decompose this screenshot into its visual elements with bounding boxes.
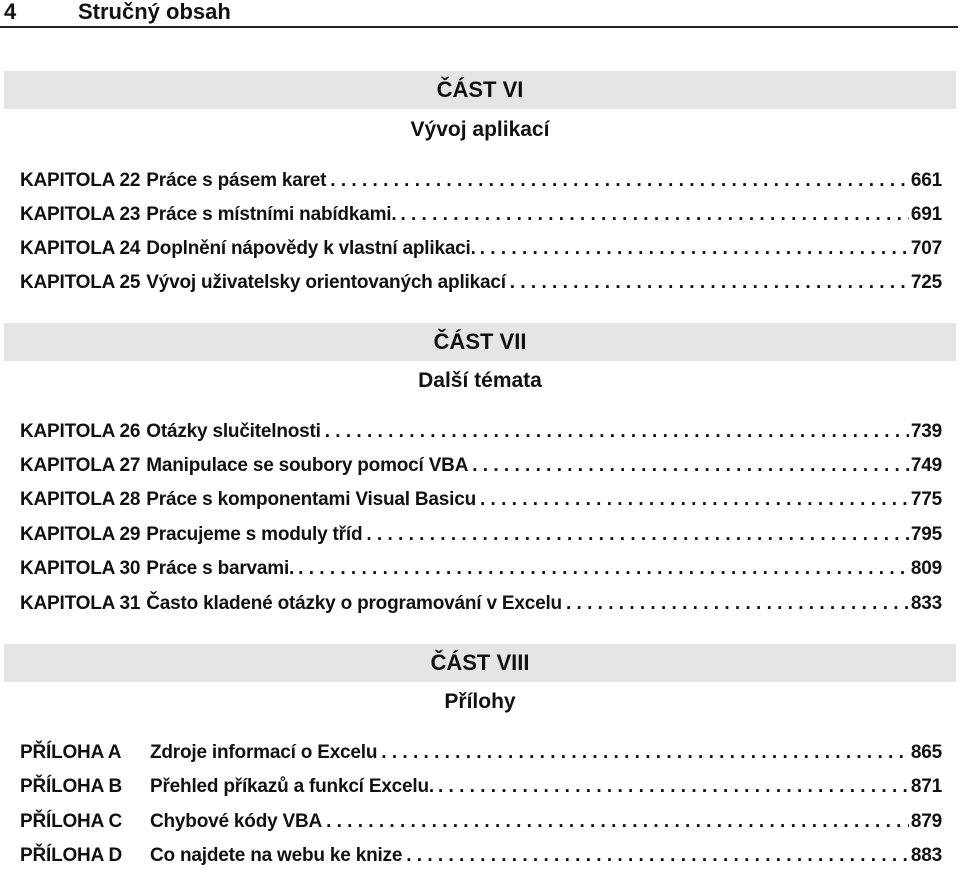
- toc-entry-title: Pracujeme s moduly tříd: [146, 524, 363, 545]
- toc-entry-page: 707: [910, 238, 942, 259]
- toc-entry-label: KAPITOLA 22: [20, 170, 141, 191]
- running-title: Stručný obsah: [78, 0, 231, 24]
- toc-leader-dots: [298, 556, 909, 582]
- toc-entry-label: KAPITOLA 24: [20, 238, 141, 259]
- toc-entry-title: Často kladené otázky o programování v Excelu: [146, 593, 562, 614]
- page-header: [0, 0, 958, 28]
- toc-entry-kapitola-31[interactable]: [20, 591, 942, 617]
- toc-entry-page: 725: [910, 272, 942, 293]
- toc-entry-kapitola-26[interactable]: [20, 419, 942, 445]
- toc-leader-dots: [366, 522, 909, 548]
- toc-entry-title: Zdroje informací o Excelu: [150, 742, 378, 763]
- toc-entry-page: 833: [910, 593, 942, 614]
- toc-entry-title: Chybové kódy VBA: [150, 811, 323, 832]
- toc-leader-dots: [325, 419, 909, 445]
- toc-entry-title: Co najdete na webu ke knize: [150, 845, 403, 866]
- toc-entry-page: 739: [910, 421, 942, 442]
- toc-entry-priloha-c[interactable]: [20, 809, 942, 835]
- toc-entry-page: 865: [910, 742, 942, 763]
- toc-entry-page: 809: [910, 558, 942, 579]
- part-title-vi: Vývoj aplikací: [410, 118, 550, 141]
- toc-entry-title: Doplnění nápovědy k vlastní aplikaci.: [146, 238, 476, 259]
- toc-leader-dots: [480, 487, 909, 513]
- toc-entry-title: Přehled příkazů a funkcí Excelu.: [150, 776, 434, 797]
- toc-entry-page: 691: [910, 204, 942, 225]
- toc-entry-kapitola-24[interactable]: [20, 236, 942, 262]
- part-title-viii: Přílohy: [444, 690, 516, 713]
- toc-entry-title: Manipulace se soubory pomocí VBA: [146, 455, 469, 476]
- toc-entry-title: Vývoj uživatelsky orientovaných aplikací: [146, 272, 506, 293]
- toc-leader-dots: [510, 270, 909, 296]
- toc-entry-label: KAPITOLA 25: [20, 272, 141, 293]
- toc-entry-kapitola-29[interactable]: [20, 522, 942, 548]
- toc-entry-page: 795: [910, 524, 942, 545]
- toc-leader-dots: [566, 591, 909, 617]
- toc-entry-label: PŘÍLOHA D: [20, 845, 122, 866]
- toc-entry-kapitola-25[interactable]: [20, 270, 942, 296]
- toc-entry-kapitola-22[interactable]: [20, 168, 942, 194]
- toc-entry-page: 883: [910, 845, 942, 866]
- toc-entry-label: PŘÍLOHA C: [20, 811, 122, 832]
- toc-leader-dots: [480, 236, 909, 262]
- toc-entry-title: Práce s barvami.: [146, 558, 295, 579]
- toc-entry-label: KAPITOLA 27: [20, 455, 141, 476]
- toc-entry-priloha-b[interactable]: [20, 774, 942, 800]
- part-label-vi: ČÁST VI: [436, 77, 524, 102]
- toc-entry-kapitola-28[interactable]: [20, 487, 942, 513]
- toc-entry-page: 749: [910, 455, 942, 476]
- part-label-vii: ČÁST VII: [433, 329, 527, 354]
- toc-entry-label: KAPITOLA 23: [20, 204, 141, 225]
- toc-entry-label: KAPITOLA 26: [20, 421, 141, 442]
- toc-leader-dots: [381, 740, 909, 766]
- toc-entry-title: Práce s komponentami Visual Basicu: [146, 489, 476, 510]
- toc-entry-title: Otázky slučitelnosti: [146, 421, 321, 442]
- toc-entry-priloha-d[interactable]: [20, 843, 942, 869]
- toc-entry-page: 879: [910, 811, 942, 832]
- toc-entry-page: 871: [910, 776, 942, 797]
- toc-leader-dots: [438, 774, 909, 800]
- toc-entry-title: Práce s pásem karet: [146, 170, 327, 191]
- toc-entry-label: KAPITOLA 30: [20, 558, 141, 579]
- toc-leader-dots: [472, 453, 909, 479]
- toc-entry-kapitola-30[interactable]: [20, 556, 942, 582]
- toc-entry-label: KAPITOLA 28: [20, 489, 141, 510]
- toc-entry-kapitola-27[interactable]: [20, 453, 942, 479]
- toc-entry-page: 661: [910, 170, 942, 191]
- toc-entry-title: Práce s místními nabídkami.: [146, 204, 397, 225]
- toc-leader-dots: [326, 809, 909, 835]
- toc-leader-dots: [330, 168, 909, 194]
- toc-entry-label: KAPITOLA 29: [20, 524, 141, 545]
- toc-entry-priloha-a[interactable]: [20, 740, 942, 766]
- toc-entry-kapitola-23[interactable]: [20, 202, 942, 228]
- page-number: 4: [4, 0, 17, 24]
- toc-entry-label: PŘÍLOHA B: [20, 776, 122, 797]
- toc-entry-label: KAPITOLA 31: [20, 593, 141, 614]
- part-label-viii: ČÁST VIII: [430, 650, 530, 675]
- part-title-vii: Další témata: [418, 369, 542, 392]
- toc-entry-page: 775: [910, 489, 942, 510]
- toc-leader-dots: [406, 843, 909, 869]
- toc-entry-label: PŘÍLOHA A: [20, 742, 122, 763]
- toc-leader-dots: [400, 202, 908, 228]
